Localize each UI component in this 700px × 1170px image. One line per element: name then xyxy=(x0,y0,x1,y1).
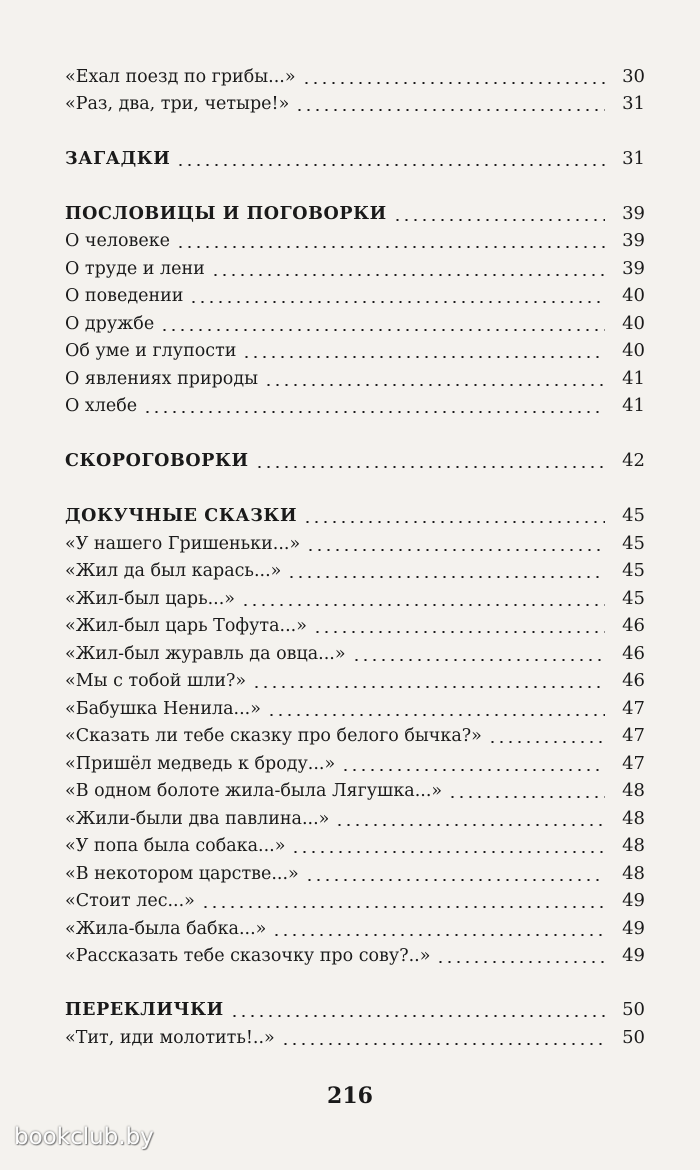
toc-section-heading xyxy=(65,503,645,529)
toc-entry-page: 41 xyxy=(622,368,645,389)
toc-entry xyxy=(65,228,645,254)
page-number: 216 xyxy=(327,1083,373,1109)
toc-entry-title: О поведении xyxy=(65,286,184,306)
toc-entry xyxy=(65,64,645,90)
toc-entry-page: 45 xyxy=(622,588,645,609)
toc-entry-page: 39 xyxy=(622,203,645,224)
toc-entry-page: 46 xyxy=(622,670,645,691)
toc-entry-page: 49 xyxy=(622,890,645,911)
toc-entry-title: «Жил-был царь Тофута...» xyxy=(65,616,307,636)
toc-entry-page: 50 xyxy=(622,1027,645,1048)
toc-entry xyxy=(65,751,645,777)
dot-leader xyxy=(230,1015,605,1017)
toc-entry xyxy=(65,943,645,969)
toc-entry-title: ПЕРЕКЛИЧКИ xyxy=(65,1000,224,1020)
toc-entry-page: 50 xyxy=(622,999,645,1020)
toc-entry-title: «Стоит лес...» xyxy=(65,891,195,911)
toc-entry-title: «В одном болоте жила-была Лягушка...» xyxy=(65,781,443,801)
toc-entry-page: 48 xyxy=(622,835,645,856)
dot-leader xyxy=(295,109,605,111)
toc-entry xyxy=(65,723,645,749)
toc-entry xyxy=(65,613,645,639)
dot-leader xyxy=(488,741,605,743)
dot-leader xyxy=(287,576,605,578)
toc-entry-title: О человеке xyxy=(65,231,170,251)
dot-leader xyxy=(211,274,605,276)
dot-leader xyxy=(242,356,605,358)
toc-entry-title: «Сказать ли тебе сказку про белого бычка?» xyxy=(65,726,482,746)
toc-entry xyxy=(65,641,645,667)
dot-leader xyxy=(448,796,605,798)
toc-entry xyxy=(65,256,645,282)
toc-entry-page: 47 xyxy=(622,725,645,746)
toc-entry-page: 49 xyxy=(622,945,645,966)
toc-entry xyxy=(65,311,645,337)
toc-entry-title: «У попа была собака...» xyxy=(65,836,286,856)
table-of-contents xyxy=(65,0,645,1170)
toc-entry-title: О дружбе xyxy=(65,314,155,334)
toc-entry-page: 39 xyxy=(622,230,645,251)
dot-leader xyxy=(160,329,605,331)
toc-entry xyxy=(65,778,645,804)
toc-entry-title: «Тит, иди молотить!..» xyxy=(65,1028,275,1048)
toc-entry-title: «Жил да был карась...» xyxy=(65,561,282,581)
toc-entry-page: 48 xyxy=(622,808,645,829)
toc-entry-page: 48 xyxy=(622,780,645,801)
toc-entry-title: «Жил-был журавль да овца...» xyxy=(65,644,346,664)
dot-leader xyxy=(241,604,605,606)
toc-entry-title: «Бабушка Ненила...» xyxy=(65,699,261,719)
toc-entry-page: 31 xyxy=(622,148,645,169)
toc-entry-page: 30 xyxy=(622,66,645,87)
toc-entry-title: О хлебе xyxy=(65,396,138,416)
toc-entry-page: 45 xyxy=(622,560,645,581)
toc-entry-page: 49 xyxy=(622,918,645,939)
dot-leader xyxy=(272,934,605,936)
toc-entry-page: 47 xyxy=(622,753,645,774)
toc-entry-title: ПОСЛОВИЦЫ И ПОГОВОРКИ xyxy=(65,204,387,224)
toc-entry-page: 45 xyxy=(622,533,645,554)
dot-leader xyxy=(335,824,605,826)
toc-entry xyxy=(65,806,645,832)
toc-entry xyxy=(65,338,645,364)
toc-section-heading xyxy=(65,201,645,227)
toc-entry xyxy=(65,393,645,419)
toc-entry-page: 46 xyxy=(622,643,645,664)
dot-leader xyxy=(436,961,605,963)
toc-entry-page: 42 xyxy=(622,450,645,471)
toc-entry xyxy=(65,888,645,914)
toc-entry-title: «Жил-был царь...» xyxy=(65,589,236,609)
toc-entry xyxy=(65,283,645,309)
toc-entry-title: «Мы с тобой шли?» xyxy=(65,671,247,691)
dot-leader xyxy=(313,631,605,633)
dot-leader xyxy=(189,301,605,303)
toc-entry-page: 48 xyxy=(622,863,645,884)
toc-entry-title: О явлениях природы xyxy=(65,369,259,389)
toc-section-heading xyxy=(65,146,645,172)
dot-leader xyxy=(306,549,605,551)
toc-entry-title: «У нашего Гришеньки...» xyxy=(65,534,301,554)
dot-leader xyxy=(143,411,605,413)
toc-entry xyxy=(65,586,645,612)
toc-entry xyxy=(65,861,645,887)
dot-leader xyxy=(341,769,605,771)
toc-entry-title: «В некотором царстве...» xyxy=(65,864,299,884)
toc-entry xyxy=(65,696,645,722)
dot-leader xyxy=(352,659,605,661)
toc-entry xyxy=(65,531,645,557)
toc-entry-title: «Рассказать тебе сказочку про сову?..» xyxy=(65,946,431,966)
dot-leader xyxy=(393,219,605,221)
toc-entry xyxy=(65,833,645,859)
toc-entry-page: 31 xyxy=(622,93,645,114)
toc-entry-page: 41 xyxy=(622,395,645,416)
dot-leader xyxy=(303,521,605,523)
toc-section-heading xyxy=(65,448,645,474)
dot-leader xyxy=(255,466,605,468)
dot-leader xyxy=(267,714,605,716)
toc-entry xyxy=(65,916,645,942)
dot-leader xyxy=(176,164,605,166)
toc-entry xyxy=(65,366,645,392)
watermark-logo: bookclub.by xyxy=(14,1124,154,1150)
toc-entry-title: О труде и лени xyxy=(65,259,205,279)
toc-entry-title: Об уме и глупости xyxy=(65,341,237,361)
dot-leader xyxy=(201,906,605,908)
toc-entry xyxy=(65,91,645,117)
toc-entry-title: «Раз, два, три, четыре!» xyxy=(65,94,290,114)
toc-entry-title: ЗАГАДКИ xyxy=(65,149,171,169)
dot-leader xyxy=(176,246,605,248)
toc-entry-page: 40 xyxy=(622,285,645,306)
toc-entry-title: «Жила-была бабка...» xyxy=(65,919,267,939)
dot-leader xyxy=(281,1043,605,1045)
toc-entry-title: СКОРОГОВОРКИ xyxy=(65,451,249,471)
toc-entry-title: «Ехал поезд по грибы...» xyxy=(65,67,296,87)
toc-entry xyxy=(65,668,645,694)
toc-entry-title: «Пришёл медведь к броду...» xyxy=(65,754,336,774)
toc-entry-page: 40 xyxy=(622,313,645,334)
toc-section-heading xyxy=(65,997,645,1023)
toc-entry xyxy=(65,1025,645,1051)
toc-entry-page: 47 xyxy=(622,698,645,719)
toc-entry-title: «Жили-были два павлина...» xyxy=(65,809,330,829)
toc-entry-title: ДОКУЧНЫЕ СКАЗКИ xyxy=(65,506,298,526)
toc-entry-page: 45 xyxy=(622,505,645,526)
dot-leader xyxy=(305,879,605,881)
toc-entry xyxy=(65,558,645,584)
toc-entry-page: 39 xyxy=(622,258,645,279)
dot-leader xyxy=(264,384,605,386)
toc-entry-page: 46 xyxy=(622,615,645,636)
toc-entry-page: 40 xyxy=(622,340,645,361)
dot-leader xyxy=(302,82,605,84)
dot-leader xyxy=(291,851,605,853)
dot-leader xyxy=(252,686,605,688)
